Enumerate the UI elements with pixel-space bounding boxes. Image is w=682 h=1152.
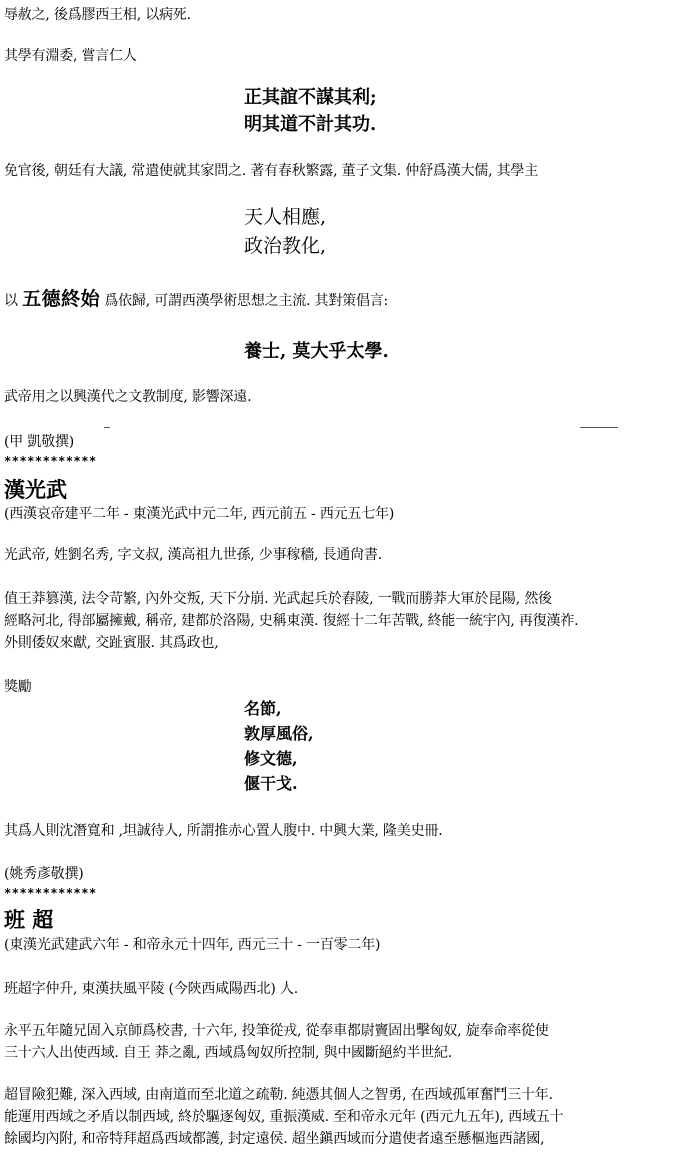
quote-line: 偃干戈. <box>244 774 298 793</box>
text-line: 班超字仲升, 東漢扶風平陵 (今陝西咸陽西北) 人. <box>4 981 298 997</box>
text-line: 值王莽篡漢, 法令苛繁, 內外交叛, 天下分崩. 光武起兵於舂陵, 一戰而勝莽大軍於昆陽, 然後 <box>4 591 552 607</box>
separator-stars: ************ <box>4 454 97 468</box>
quote-line: 政治教化, <box>244 235 327 257</box>
text-line: 其爲人則沈潛寬和 ,坦誠待人, 所謂推赤心置人腹中. 中興大業, 隆美史冊. <box>4 823 443 839</box>
text-line: 辱赦之, 後爲膠西王相, 以病死. <box>4 7 191 23</box>
section-dates: (西漢哀帝建平二年 - 東漢光武中元二年, 西元前五 - 西元五七年) <box>4 506 395 522</box>
quote-line: 修文德, <box>244 749 298 768</box>
quote-line: 明其道不計其功. <box>244 114 377 135</box>
text-line: 永平五年隨兄固入京師爲校書, 十六年, 投筆從戎, 從奉車都尉竇固出擊匈奴, 旋奉命率從使 <box>4 1023 549 1039</box>
text-line: 外則倭奴來獻, 交趾賓服. 其爲政也, <box>4 635 219 651</box>
text-line: 免官後, 朝廷有大議, 常遣使就其家問之. 著有春秋繁露, 董子文集. 仲舒爲漢大儒, 其學主 <box>4 163 539 179</box>
text-fragment: 爲依歸, 可謂西漢學術思想之主流. 其對策倡言: <box>104 293 389 309</box>
text-fragment: 以 <box>4 293 18 309</box>
section-title: 班 超 <box>4 908 54 932</box>
text-line: 超冒險犯難, 深入西域, 由南道而至北道之疏勒. 純憑其個人之智勇, 在西域孤軍奮鬥三十年. <box>4 1087 553 1103</box>
section-title: 漢光武 <box>4 478 67 502</box>
quote-line: 敦厚風俗, <box>244 724 314 743</box>
text-line: 光武帝, 姓劉名秀, 字文叔, 漢高祖九世孫, 少事稼穡, 長通尙書. <box>4 547 382 563</box>
text-line-with-emphasis <box>4 290 388 310</box>
text-line: 餘國均內附, 和帝特拜超爲西域都護, 封定遠侯. 超坐鎭西域而分遣使者遠至懸樞迤西諸國, <box>4 1131 545 1147</box>
author-credit: (姚秀彥敬撰) <box>4 866 84 882</box>
author-credit: (甲 凱敬撰) <box>4 434 74 450</box>
quote-line: 養士, 莫大乎太學. <box>244 341 389 362</box>
scan-speck <box>104 427 110 428</box>
text-line: 三十六人出使西域. 自王 莽之亂, 西域爲匈奴所控制, 與中國斷絕約半世紀. <box>4 1045 452 1061</box>
text-line: 經略河北, 得部屬擁戴, 稱帝, 建都於洛陽, 史稱東漢. 復經十二年苦戰, 終能一統宇內, 再復漢祚. <box>4 613 579 629</box>
text-line: 能運用西域之矛盾以制西域, 終於驅逐匈奴, 重振漢威. 至和帝永元年 (西元九五年), 西域五十 <box>4 1109 564 1125</box>
text-line: 其學有淵委, 嘗言仁人 <box>4 48 137 64</box>
text-line: 獎勵 <box>4 679 32 695</box>
section-dates: (東漢光武建武六年 - 和帝永元十四年, 西元三十 - 一百零二年) <box>4 937 381 953</box>
separator-stars: ************ <box>4 886 97 900</box>
quote-line: 名節, <box>244 699 282 718</box>
scan-speck <box>580 427 618 428</box>
quote-line: 正其誼不謀其利; <box>244 87 377 108</box>
emphasized-term: 五德終始 <box>22 288 101 310</box>
quote-line: 天人相應, <box>244 206 327 228</box>
text-line: 武帝用之以興漢代之文教制度, 影響深遠. <box>4 389 252 405</box>
